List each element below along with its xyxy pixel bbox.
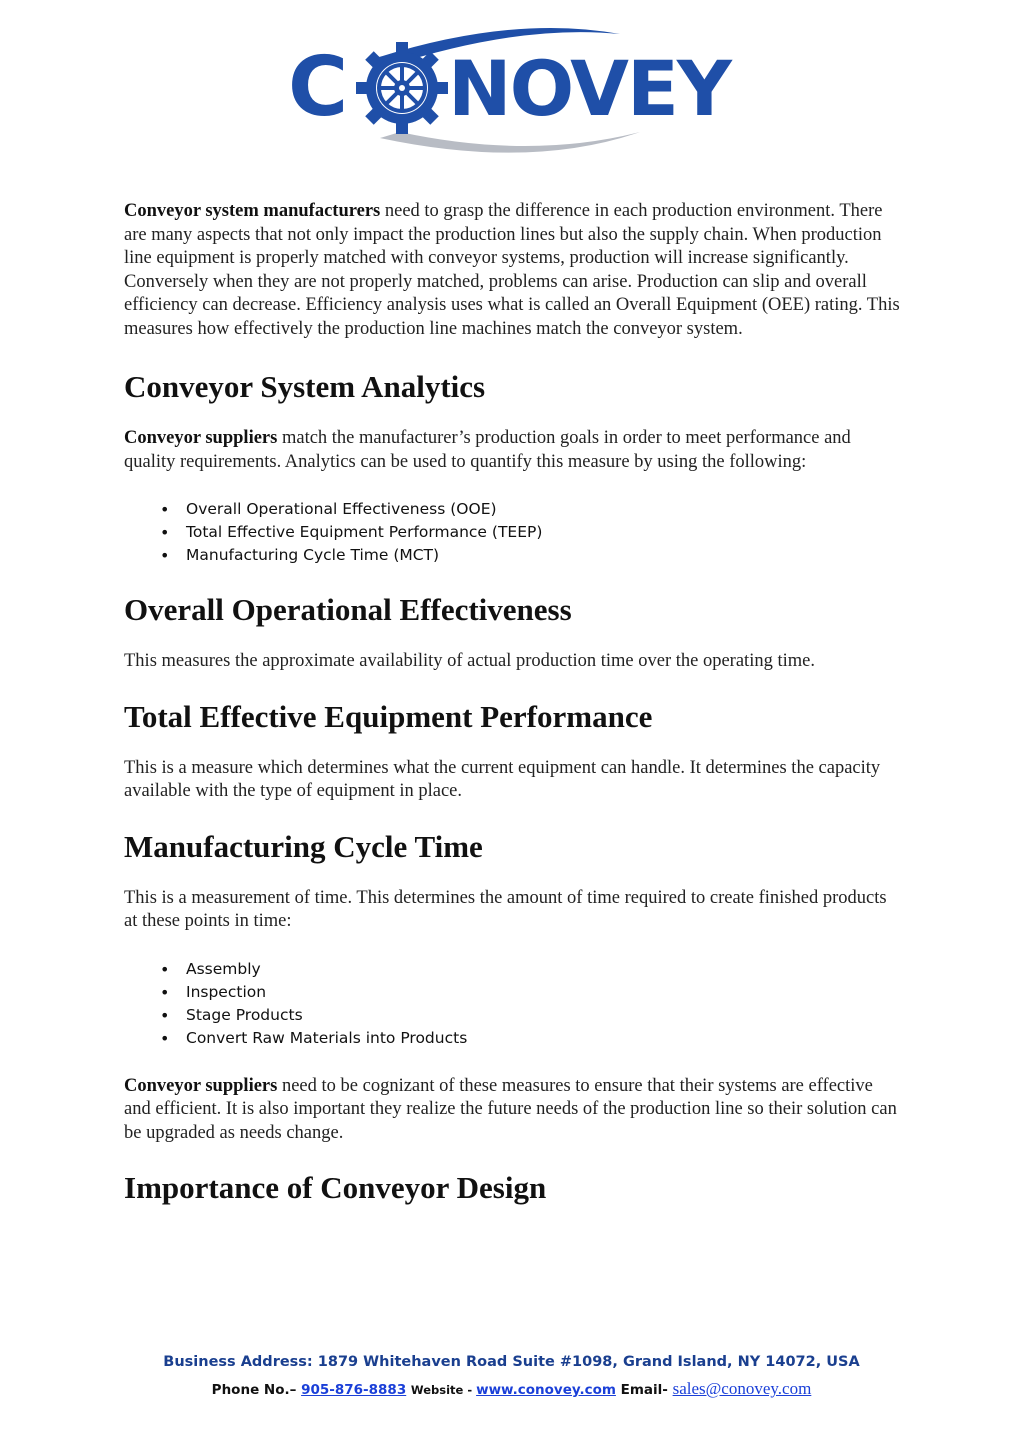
analytics-text: match the manufacturer’s production goals in order to meet performance and quality requirements. Analytics can be used to quantify this measure by using the following: — [124, 428, 851, 472]
list-item: • Stage Products — [186, 1004, 904, 1027]
phone-link[interactable]: 905-876-8883 — [301, 1382, 407, 1398]
svg-text:C: C — [288, 40, 349, 135]
heading-mct: Manufacturing Cycle Time — [124, 828, 483, 864]
list-item: • Total Effective Equipment Performance (TEEP) — [186, 521, 904, 544]
heading-analytics: Conveyor System Analytics — [124, 369, 486, 404]
company-logo — [280, 20, 740, 160]
intro-text: need to grasp the difference in each production environment. There are many aspects that not only impact the production lines but also the supply chain. When production line equipment is properly matched with conveyor systems, production will increase significantly. Conversely when they are not properly matched, problems can arise. Production can slip and overall efficiency can decrease. Efficiency analysis uses what is called an Overall Equipment (OEE) rating. This measures how effectively the production line machines match the conveyor system. — [124, 201, 900, 339]
svg-text:NOVEY: NOVEY — [448, 44, 730, 133]
suppliers-text: need to be cognizant of these measures to ensure that their systems are effective and efficient. It is also important they realize the future needs of the production line so their solution can be upgraded as needs change. — [124, 1075, 897, 1143]
teep-paragraph: This is a measure which determines what the current equipment can handle. It determines the capacity available with the type of equipment in place. — [124, 757, 881, 801]
suppliers-bold-lead: Conveyor suppliers — [124, 1075, 278, 1096]
suppliers-paragraph — [124, 1075, 904, 1146]
list-item: • Manufacturing Cycle Time (MCT) — [186, 544, 904, 567]
heading-design: Importance of Conveyor Design — [124, 1170, 547, 1205]
footer-address: Business Address: 1879 Whitehaven Road Suite #1098, Grand Island, NY 14072, USA — [163, 1354, 860, 1370]
email-label: Email- — [620, 1382, 673, 1398]
analytics-paragraph — [124, 427, 904, 474]
website-label: Website - — [410, 1383, 477, 1397]
document-body — [124, 200, 904, 1206]
phone-label: Phone No.– — [211, 1382, 302, 1398]
list-item: • Inspection — [186, 981, 904, 1004]
list-item: • Overall Operational Effectiveness (OOE) — [186, 498, 904, 521]
mct-paragraph: This is a measurement of time. This determines the amount of time required to create finished products at these points in time: — [124, 887, 887, 931]
heading-ooe: Overall Operational Effectiveness — [124, 592, 572, 627]
intro-bold-lead: Conveyor system manufacturers — [124, 201, 381, 221]
analytics-bold-lead: Conveyor suppliers — [124, 428, 278, 448]
list-item: • Convert Raw Materials into Products — [186, 1027, 904, 1050]
list-item: • Assembly — [186, 958, 904, 981]
ooe-paragraph: This measures the approximate availability of actual production time over the operating time. — [124, 651, 815, 671]
conovey-logo-graphic — [280, 20, 740, 160]
intro-paragraph — [124, 200, 904, 341]
mct-bullet-list — [124, 958, 904, 1050]
website-link[interactable]: www.conovey.com — [476, 1382, 616, 1398]
footer-contact — [0, 1379, 1023, 1399]
email-link[interactable]: sales@conovey.com — [672, 1379, 812, 1398]
analytics-bullet-list — [124, 498, 904, 567]
heading-teep: Total Effective Equipment Performance — [124, 698, 653, 734]
